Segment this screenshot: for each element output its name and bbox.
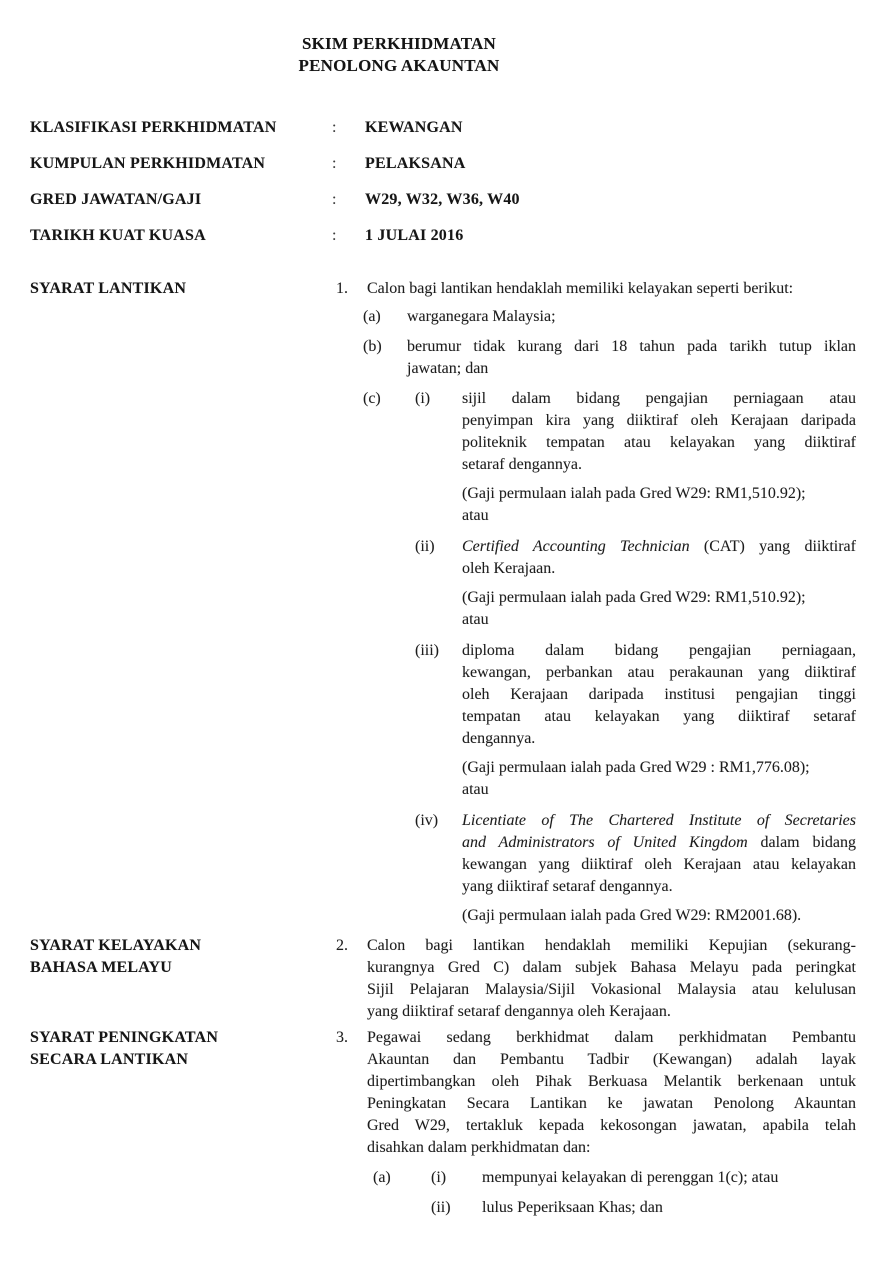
clause-ii-text <box>462 536 856 580</box>
clause-spacer <box>363 536 415 631</box>
subitem-c-clause-i <box>363 388 856 527</box>
info-colon: : <box>332 227 337 244</box>
clause-iii-label: (iii) <box>415 642 439 659</box>
info-colon: : <box>332 155 337 172</box>
italic-text: Licentiate of The Chartered Institute of Secretaries <box>462 812 856 829</box>
info-colon: : <box>332 119 337 136</box>
info-value: PELAKSANA <box>365 155 466 172</box>
item-1 <box>336 278 856 300</box>
item-2-text <box>367 935 856 1023</box>
text-line: kewangan yang diiktiraf oleh Kerajaan atau kelayakan <box>462 856 856 873</box>
italic-text: Certified Accounting Technician <box>462 538 690 555</box>
text-line: Gred W29, tertakluk kepada kekosongan jawatan, apabila telah <box>367 1117 856 1134</box>
text-line: Sijil Pelajaran Malaysia/Sijil Vokasional Malaysia atau kelulusan <box>367 981 856 998</box>
info-value: 1 JULAI 2016 <box>365 227 464 244</box>
text-line: dipertimbangkan oleh Pihak Berkuasa Melantik berkenaan untuk <box>367 1073 856 1090</box>
section-3-body <box>336 1027 856 1219</box>
regular-text: dalam bidang <box>747 834 856 851</box>
subitem-3a-clause-i <box>373 1167 856 1189</box>
text-line: diploma dalam bidang pengajian perniagaan, <box>462 642 856 659</box>
section-2-heading: SYARAT KELAYAKAN BAHASA MELAYU <box>30 937 202 976</box>
subitem-a <box>363 306 856 328</box>
text-line: dengannya. <box>462 730 536 747</box>
info-label: KLASIFIKASI PERKHIDMATAN <box>30 119 277 136</box>
subitem-b <box>363 336 856 380</box>
info-value: KEWANGAN <box>365 119 463 136</box>
item-2 <box>336 935 856 1023</box>
document-title <box>0 33 812 77</box>
info-row-gred <box>30 189 856 211</box>
clause-ii-label: (ii) <box>415 538 435 555</box>
clause-ii-label: (ii) <box>431 1199 451 1216</box>
clause-ii-content <box>462 536 856 631</box>
item-3 <box>336 1027 856 1159</box>
text-line: penyimpan kira yang diiktiraf oleh Kerajaan daripada <box>462 412 856 429</box>
clause-spacer <box>363 810 415 927</box>
subitem-a-label: (a) <box>363 308 381 325</box>
clause-i-label: (i) <box>415 390 431 407</box>
section-1-body <box>336 278 856 927</box>
salary-note-line: (Gaji permulaan ialah pada Gred W29: RM2001.68). <box>462 907 802 924</box>
subitem-b-label: (b) <box>363 338 382 355</box>
clause-ii <box>363 536 856 631</box>
text-line: kurangnya Gred C) dalam subjek Bahasa Melayu pada peringkat <box>367 959 856 976</box>
clause-spacer <box>363 640 415 801</box>
text-line: jawatan; dan <box>407 360 489 377</box>
info-colon: : <box>332 191 337 208</box>
clause-i-label: (i) <box>431 1169 447 1186</box>
salary-note <box>462 757 856 801</box>
subitem-3a-label: (a) <box>373 1169 391 1186</box>
text-line: Calon bagi lantikan hendaklah memiliki Kepujian (sekurang- <box>367 937 856 954</box>
text-line: setaraf dengannya. <box>462 456 582 473</box>
salary-note-line: (Gaji permulaan ialah pada Gred W29: RM1,510.92); <box>462 589 806 606</box>
section-2-body <box>336 935 856 1023</box>
salary-note <box>462 905 856 927</box>
info-block <box>30 117 856 247</box>
text-line <box>462 536 856 558</box>
section-1-heading: SYARAT LANTIKAN <box>30 280 187 297</box>
subitem-b-text <box>407 336 856 380</box>
salary-note <box>462 483 856 527</box>
info-row-kumpulan <box>30 153 856 175</box>
document-title-line1: SKIM PERKHIDMATAN <box>301 34 497 53</box>
subitem-3a-clause-ii <box>373 1197 856 1219</box>
info-value: W29, W32, W36, W40 <box>365 191 520 208</box>
clause-iii-text <box>462 640 856 750</box>
text-line: yang diiktiraf setaraf dengannya. <box>462 878 673 895</box>
item-3-number: 3. <box>336 1029 348 1046</box>
clause-iii <box>363 640 856 801</box>
text-line: tempatan atau kelayakan yang diiktiraf setaraf <box>462 708 856 725</box>
text-line <box>462 810 856 832</box>
info-label: GRED JAWATAN/GAJI <box>30 191 202 208</box>
info-label: TARIKH KUAT KUASA <box>30 227 206 244</box>
salary-note <box>462 587 856 631</box>
regular-text: (CAT) yang diiktiraf <box>689 538 856 555</box>
section-3-heading: SYARAT PENINGKATAN SECARA LANTIKAN <box>30 1029 219 1068</box>
section-syarat-peningkatan-secara-lantikan <box>30 1027 856 1219</box>
info-label: KUMPULAN PERKHIDMATAN <box>30 155 266 172</box>
clause-iv-content <box>462 810 856 927</box>
section-syarat-lantikan <box>30 278 856 927</box>
item-3-text <box>367 1027 856 1159</box>
text-line: oleh Kerajaan daripada institusi pengajian tinggi <box>462 686 856 703</box>
clause-ii-text: lulus Peperiksaan Khas; dan <box>482 1199 663 1216</box>
text-line: oleh Kerajaan. <box>462 560 556 577</box>
section-syarat-kelayakan-bahasa-melayu <box>30 935 856 1023</box>
text-line: disahkan dalam perkhidmatan dan: <box>367 1139 591 1156</box>
clause-iv <box>363 810 856 927</box>
text-line: politeknik tempatan atau kelayakan yang diiktiraf <box>462 434 856 451</box>
salary-note-line: (Gaji permulaan ialah pada Gred W29: RM1,510.92); <box>462 485 806 502</box>
info-row-tarikh <box>30 225 856 247</box>
text-line: sijil dalam bidang pengajian perniagaan atau <box>462 390 856 407</box>
text-line: berumur tidak kurang dari 18 tahun pada tarikh tutup iklan <box>407 338 856 355</box>
text-line: Pegawai sedang berkhidmat dalam perkhidmatan Pembantu <box>367 1029 856 1046</box>
clause-i-text <box>462 388 856 476</box>
item-1-intro: Calon bagi lantikan hendaklah memiliki kelayakan seperti berikut: <box>367 280 794 297</box>
italic-text: and Administrators of United Kingdom <box>462 834 748 851</box>
subitem-a-text: warganegara Malaysia; <box>407 308 556 325</box>
salary-note-atau: atau <box>462 781 489 798</box>
salary-note-line: (Gaji permulaan ialah pada Gred W29 : RM1,776.08); <box>462 759 810 776</box>
clause-iv-text <box>462 810 856 898</box>
text-line: kewangan, perbankan atau perakaunan yang diiktiraf <box>462 664 856 681</box>
text-line: Peningkatan Secara Lantikan ke jawatan Penolong Akauntan <box>367 1095 856 1112</box>
item-2-number: 2. <box>336 937 348 954</box>
clause-iii-content <box>462 640 856 801</box>
text-line <box>462 832 856 854</box>
clause-i-text: mempunyai kelayakan di perenggan 1(c); atau <box>482 1169 779 1186</box>
clause-spacer <box>373 1197 431 1219</box>
item-1-number: 1. <box>336 280 348 297</box>
text-line: Akauntan dan Pembantu Tadbir (Kewangan) adalah layak <box>367 1051 856 1068</box>
clause-iv-label: (iv) <box>415 812 439 829</box>
clause-i-content <box>462 388 856 527</box>
document-title-line2: PENOLONG AKAUNTAN <box>298 56 500 75</box>
info-row-klasifikasi <box>30 117 856 139</box>
subitem-c-label: (c) <box>363 390 381 407</box>
text-line: yang diiktiraf setaraf dengannya oleh Kerajaan. <box>367 1003 671 1020</box>
salary-note-atau: atau <box>462 611 489 628</box>
salary-note-atau: atau <box>462 507 489 524</box>
